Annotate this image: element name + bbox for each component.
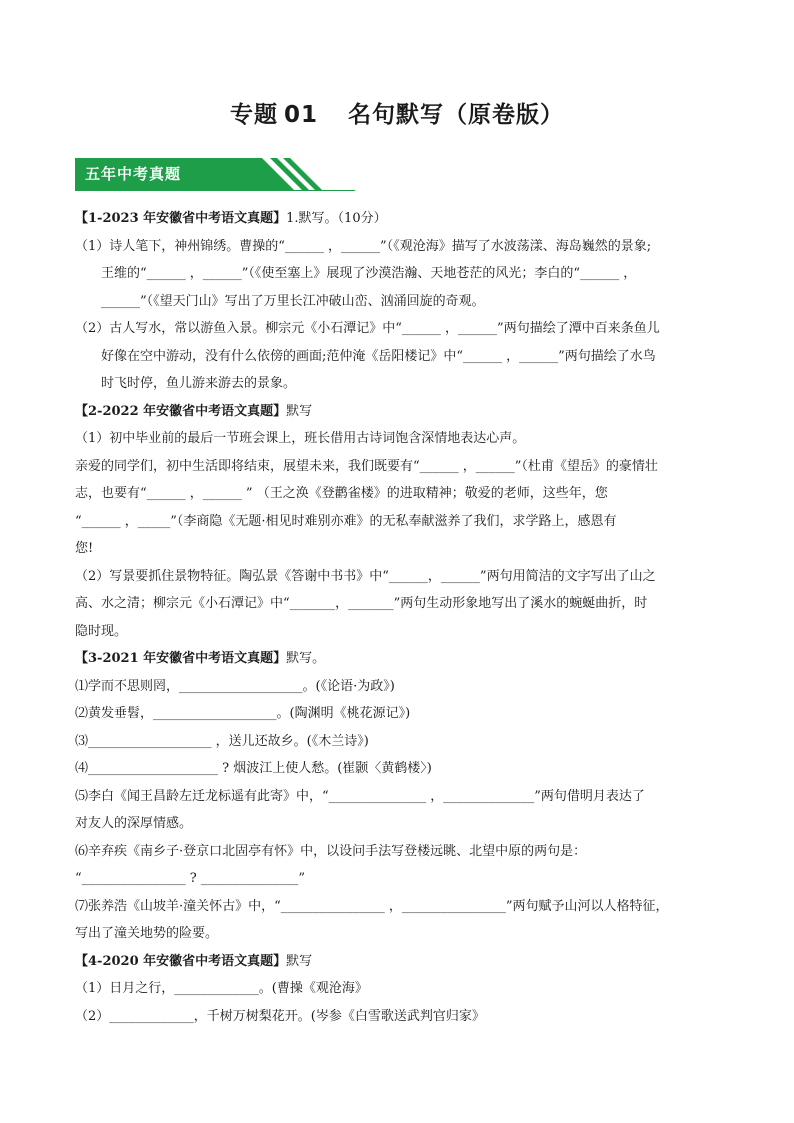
line-text: ⑵黄发垂髫，___________________。(陶渊明《桃花源记》) [75, 706, 411, 721]
question-heading [75, 645, 725, 673]
question-line [75, 838, 725, 866]
line-text: （2）古人写水，常以游鱼入景。柳宗元《小石潭记》中“______ ，______”两句描绘了潭中百来条鱼儿 [75, 321, 660, 336]
heading-label: 【3-2021 年安徽省中考语文真题】 [75, 651, 287, 666]
question-list [75, 205, 725, 1030]
question-line [75, 618, 725, 646]
line-text: ⑺张养浩《山坡羊·潼关怀古》中，“________________ ，________________”两句赋予山河以人格特征， [75, 898, 669, 914]
line-text: 默写 [286, 953, 313, 969]
title-number: 01 [283, 102, 318, 128]
heading-label: 【4-2020 年安徽省中考语文真题】 [75, 953, 287, 969]
question-line [75, 728, 725, 756]
page-title [0, 96, 794, 129]
banner-stripes-icon [250, 158, 330, 192]
line-text: 王维的“______ ，______”（《使至塞上》展现了沙漠浩瀚、天地苍茫的风光；李白的“______ ， [101, 266, 637, 281]
line-text: 时飞时停，鱼儿游来游去的景象。 [101, 376, 297, 391]
line-text: ______”（《望天门山》写出了万里长江冲破山峦、汹涌回旋的奇观。 [101, 293, 485, 309]
line-text: （1）初中毕业前的最后一节班会课上，班长借用古诗词饱含深情地表达心声。 [75, 431, 526, 446]
question-heading [75, 948, 725, 976]
question-line [75, 700, 725, 728]
question-line [75, 260, 725, 288]
line-text: 高、水之清；柳宗元《小石潭记》中“_______，_______”两句生动形象地写出了溪水的蜿蜒曲折，时 [75, 596, 648, 611]
title-sub: 名句默写（原卷版） [348, 102, 564, 128]
question-line [75, 233, 725, 261]
line-text: 志，也要有“______ ，______ ” （王之涣《登鹳雀楼》的进取精神；敬爱的老师，这些年，您 [75, 486, 608, 501]
question-line [75, 920, 725, 948]
question-line [75, 590, 725, 618]
question-line [75, 453, 725, 481]
line-text: 对友人的深厚情感。 [75, 816, 193, 831]
line-text: 默写 [286, 403, 313, 419]
line-text: 您! [75, 541, 94, 556]
question-line [75, 783, 725, 811]
line-text: 默写。 [286, 651, 326, 666]
question-heading [75, 205, 725, 233]
question-line [75, 425, 725, 453]
line-text: 隐时现。 [75, 623, 128, 639]
title-main: 专题 [229, 102, 278, 128]
line-text: “______ ，_____”（李商隐《无题·相见时难别亦难》的无私奉献滋养了我们，求学路上，感恩有 [75, 513, 617, 529]
question-line [75, 315, 725, 343]
banner-rule [75, 190, 355, 191]
line-text: （2）写景要抓住景物特征。陶弘景《答谢中书书》中“______，______”两句用简洁的文字写出了山之 [75, 568, 656, 584]
line-text: （1）诗人笔下，神州锦绣。曹操的“______ ，______”（《观沧海》描写了水波荡漾、海岛巍然的景象; [75, 238, 652, 254]
question-line [75, 535, 725, 563]
question-line [75, 673, 725, 701]
line-text: 亲爱的同学们，初中生活即将结束，展望未来，我们既要有“______ ，______”（杜甫《望岳》的豪情壮 [75, 458, 658, 474]
line-text: 写出了潼关地势的险要。 [75, 926, 219, 941]
question-line [75, 893, 725, 921]
question-line [75, 343, 725, 371]
question-line [75, 480, 725, 508]
line-text: “________________ ? _______________” [75, 871, 306, 886]
heading-label: 【1-2023 年安徽省中考语文真题】 [75, 211, 287, 226]
question-line [75, 810, 725, 838]
question-line [75, 1003, 725, 1031]
line-text: ⑴学而不思则罔，___________________。(《论语·为政》) [75, 678, 395, 694]
question-line [75, 975, 725, 1003]
line-text: ⑶___________________ ，送儿还故乡。(《木兰诗》) [75, 733, 369, 749]
banner-label: 五年中考真题 [85, 165, 182, 183]
section-banner [75, 158, 355, 192]
line-text: （1）日月之行，_____________。(曹操《观沧海》 [75, 981, 368, 996]
heading-label: 【2-2022 年安徽省中考语文真题】 [75, 403, 287, 419]
line-text: ⑸李白《闻王昌龄左迁龙标遥有此寄》中，“_______________ ，______________”两句借明月表达了 [75, 788, 645, 804]
question-line [75, 288, 725, 316]
line-text: ⑷____________________ ? 烟波江上使人愁。(崔颢〈黄鹤楼〉) [75, 761, 432, 776]
question-line [75, 508, 725, 536]
line-text: （2）_____________，千树万树梨花开。(岑参《白雪歌送武判官归家》 [75, 1008, 485, 1024]
question-line [75, 563, 725, 591]
question-heading [75, 398, 725, 426]
question-line [75, 755, 725, 783]
line-text: ⑹辛弃疾《南乡子·登京口北固亭有怀》中，以设问手法写登楼远眺、北望中原的两句是： [75, 843, 587, 859]
question-line [75, 370, 725, 398]
question-line [75, 865, 725, 893]
line-text: 好像在空中游动，没有什么依傍的画面;范仲淹《岳阳楼记》中“______ ，______”两句描绘了水鸟 [101, 348, 656, 364]
line-text: 1.默写。（10分） [286, 211, 387, 226]
